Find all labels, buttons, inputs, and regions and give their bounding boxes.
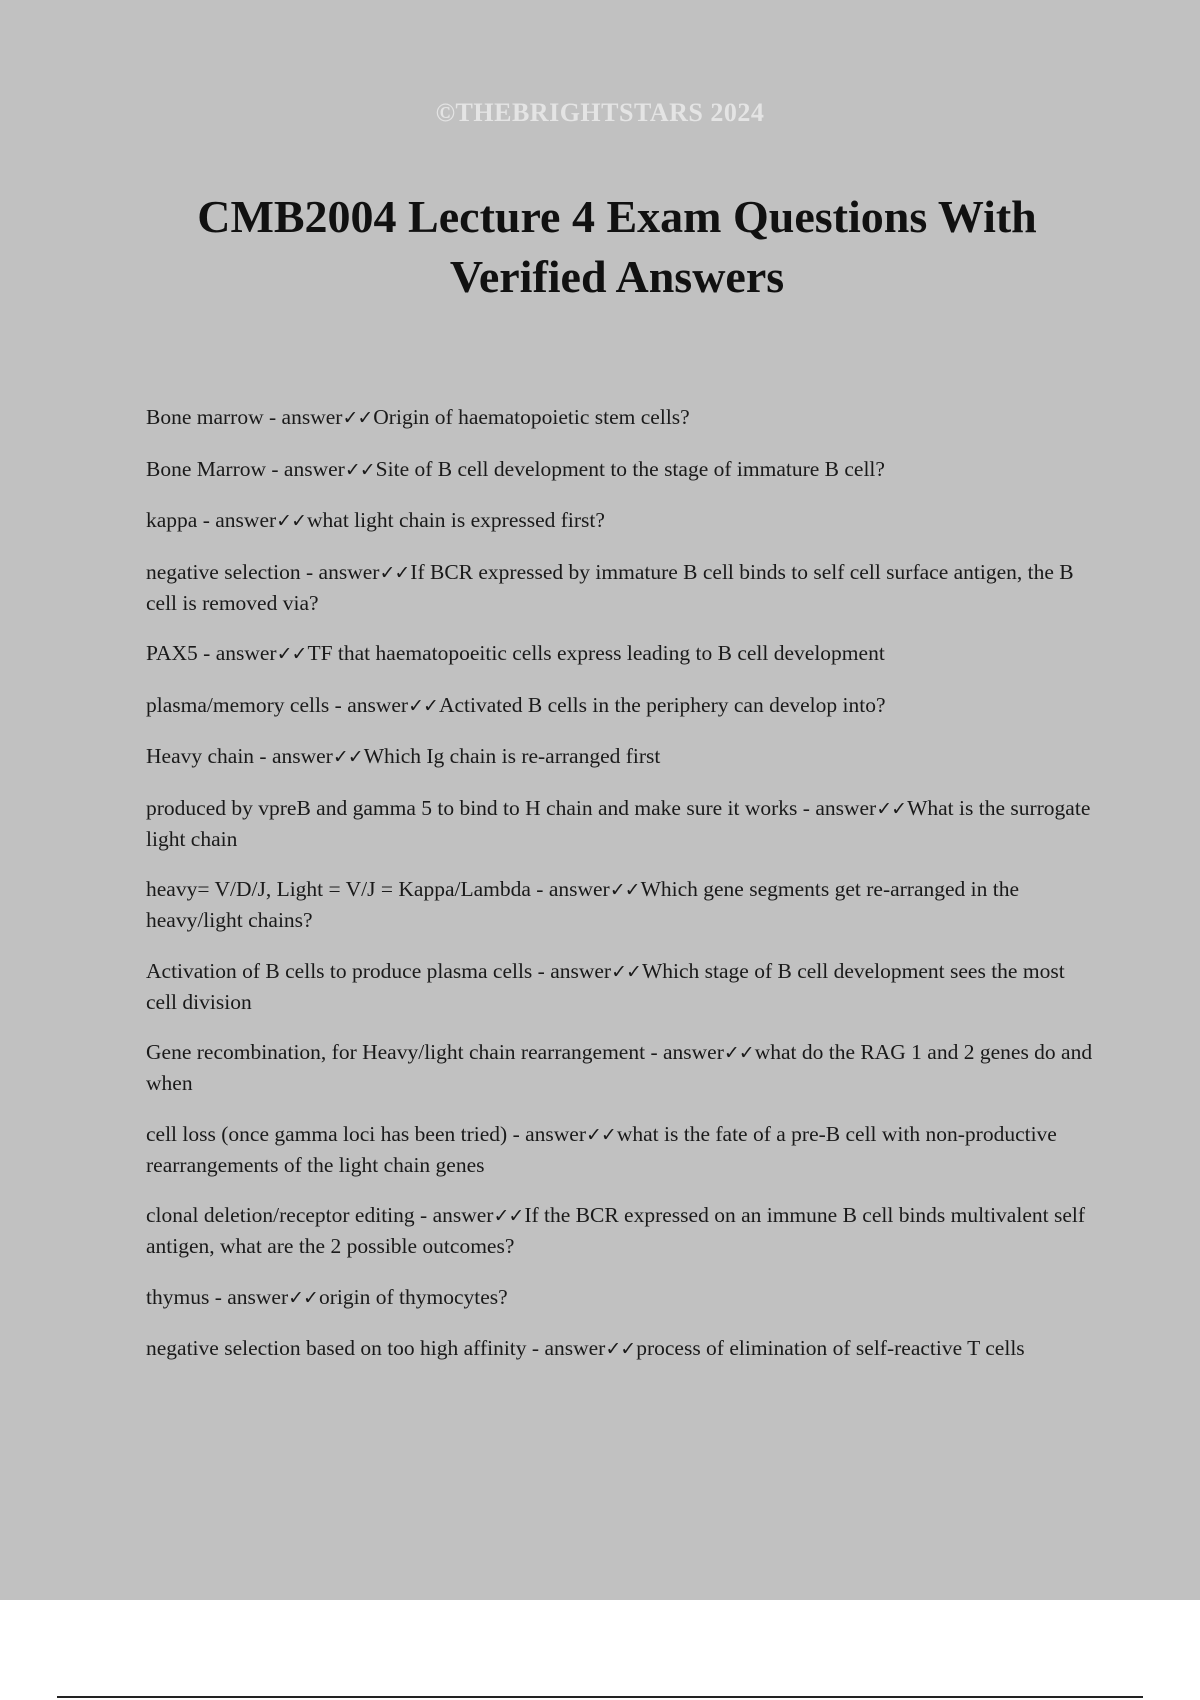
check-icon: ✓✓: [332, 746, 363, 768]
answer-text: Bone Marrow: [146, 456, 267, 481]
check-icon: ✓✓: [344, 458, 375, 481]
qa-item: [146, 874, 1096, 935]
check-icon: ✓✓: [876, 797, 907, 820]
answer-separator: - answer: [526, 1336, 606, 1360]
question-text: what do the RAG 1 and 2 genes do and when: [146, 1040, 1093, 1095]
check-icon: ✓✓: [611, 960, 641, 983]
question-text: what light chain is expressed first?: [307, 508, 605, 532]
answer-text: cell loss (once gamma loci has been tried): [146, 1121, 508, 1146]
question-text: What is the surrogate light chain: [146, 795, 1091, 851]
answer-separator: - answer: [263, 405, 343, 429]
answer-separator: - answer: [266, 456, 345, 481]
qa-item: [146, 402, 1096, 433]
question-text: what is the fate of a pre-B cell with non-productive rearrangements of the light chain genes: [146, 1121, 1057, 1177]
check-icon: ✓✓: [723, 1042, 754, 1064]
check-icon: ✓✓: [408, 694, 438, 717]
qa-list: [146, 402, 1096, 1385]
answer-separator: - answer: [414, 1203, 494, 1227]
answer-text: negative selection: [146, 559, 301, 584]
question-text: origin of thymocytes?: [318, 1284, 508, 1309]
answer-text: PAX5: [146, 641, 198, 665]
qa-item: [146, 956, 1096, 1017]
answer-text: produced by vpreB and gamma 5 to bind to H chain and make sure it works: [146, 795, 798, 820]
check-icon: ✓✓: [276, 643, 307, 665]
answer-separator: - answer: [254, 744, 333, 768]
qa-item: [146, 505, 1096, 536]
answer-separator: - answer: [532, 958, 612, 983]
answer-text: heavy= V/D/J, Light = V/J = Kappa/Lambda: [146, 877, 531, 901]
answer-separator: - answer: [329, 692, 409, 717]
question-text: Which stage of B cell development sees the most cell division: [146, 958, 1065, 1014]
qa-item: [146, 690, 1096, 721]
check-icon: ✓✓: [609, 879, 640, 901]
answer-separator: - answer: [197, 508, 277, 532]
answer-text: clonal deletion/receptor editing: [146, 1203, 415, 1227]
check-icon: ✓✓: [493, 1205, 524, 1227]
qa-item: [146, 1200, 1096, 1261]
answer-text: plasma/memory cells: [146, 692, 330, 717]
answer-text: Bone marrow: [146, 405, 264, 429]
answer-separator: - answer: [530, 877, 610, 901]
qa-item: [146, 1119, 1096, 1180]
question-text: If BCR expressed by immature B cell binds to self cell surface antigen, the B cell is removed via?: [146, 559, 1074, 615]
answer-text: Heavy chain: [146, 744, 255, 768]
answer-text: thymus: [146, 1284, 210, 1309]
answer-separator: - answer: [300, 559, 380, 584]
qa-item: [146, 793, 1096, 854]
qa-item: [146, 1282, 1096, 1313]
answer-separator: - answer: [797, 795, 877, 820]
answer-separator: - answer: [197, 641, 277, 665]
check-icon: ✓✓: [586, 1123, 616, 1146]
watermark: ©THEBRIGHTSTARS 2024: [435, 98, 765, 127]
question-text: Site of B cell development to the stage of immature B cell?: [375, 456, 885, 481]
qa-item: [146, 638, 1096, 669]
page-title: CMB2004 Lecture 4 Exam Questions With Verified Answers: [197, 191, 1037, 302]
question-text: TF that haematopoeitic cells express leading to B cell development: [307, 641, 885, 665]
question-text: If the BCR expressed on an immune B cell binds multivalent self antigen, what are the 2 possible outcomes?: [146, 1203, 1086, 1258]
qa-item: [146, 1333, 1096, 1364]
answer-text: Gene recombination, for Heavy/light chain rearrangement: [146, 1040, 646, 1064]
question-text: Origin of haematopoietic stem cells?: [373, 405, 690, 429]
check-icon: ✓✓: [379, 561, 410, 584]
answer-separator: - answer: [645, 1040, 724, 1064]
check-icon: ✓✓: [342, 407, 373, 429]
question-text: Activated B cells in the periphery can develop into?: [438, 692, 886, 717]
qa-item: [146, 1037, 1096, 1098]
qa-item: [146, 454, 1096, 485]
question-text: Which Ig chain is re-arranged first: [363, 744, 661, 768]
answer-text: Activation of B cells to produce plasma cells: [146, 958, 533, 983]
answer-separator: - answer: [209, 1284, 289, 1309]
answer-text: kappa: [146, 508, 198, 532]
qa-item: [146, 557, 1096, 618]
question-text: Which gene segments get re-arranged in the heavy/light chains?: [146, 877, 1020, 932]
check-icon: ✓✓: [605, 1338, 636, 1360]
question-text: process of elimination of self-reactive T cells: [636, 1336, 1025, 1360]
check-icon: ✓✓: [288, 1286, 318, 1309]
qa-item: [146, 741, 1096, 772]
answer-text: negative selection based on too high affinity: [146, 1336, 527, 1360]
check-icon: ✓✓: [276, 510, 306, 532]
answer-separator: - answer: [507, 1121, 586, 1146]
footer-divider: [57, 1696, 1143, 1698]
